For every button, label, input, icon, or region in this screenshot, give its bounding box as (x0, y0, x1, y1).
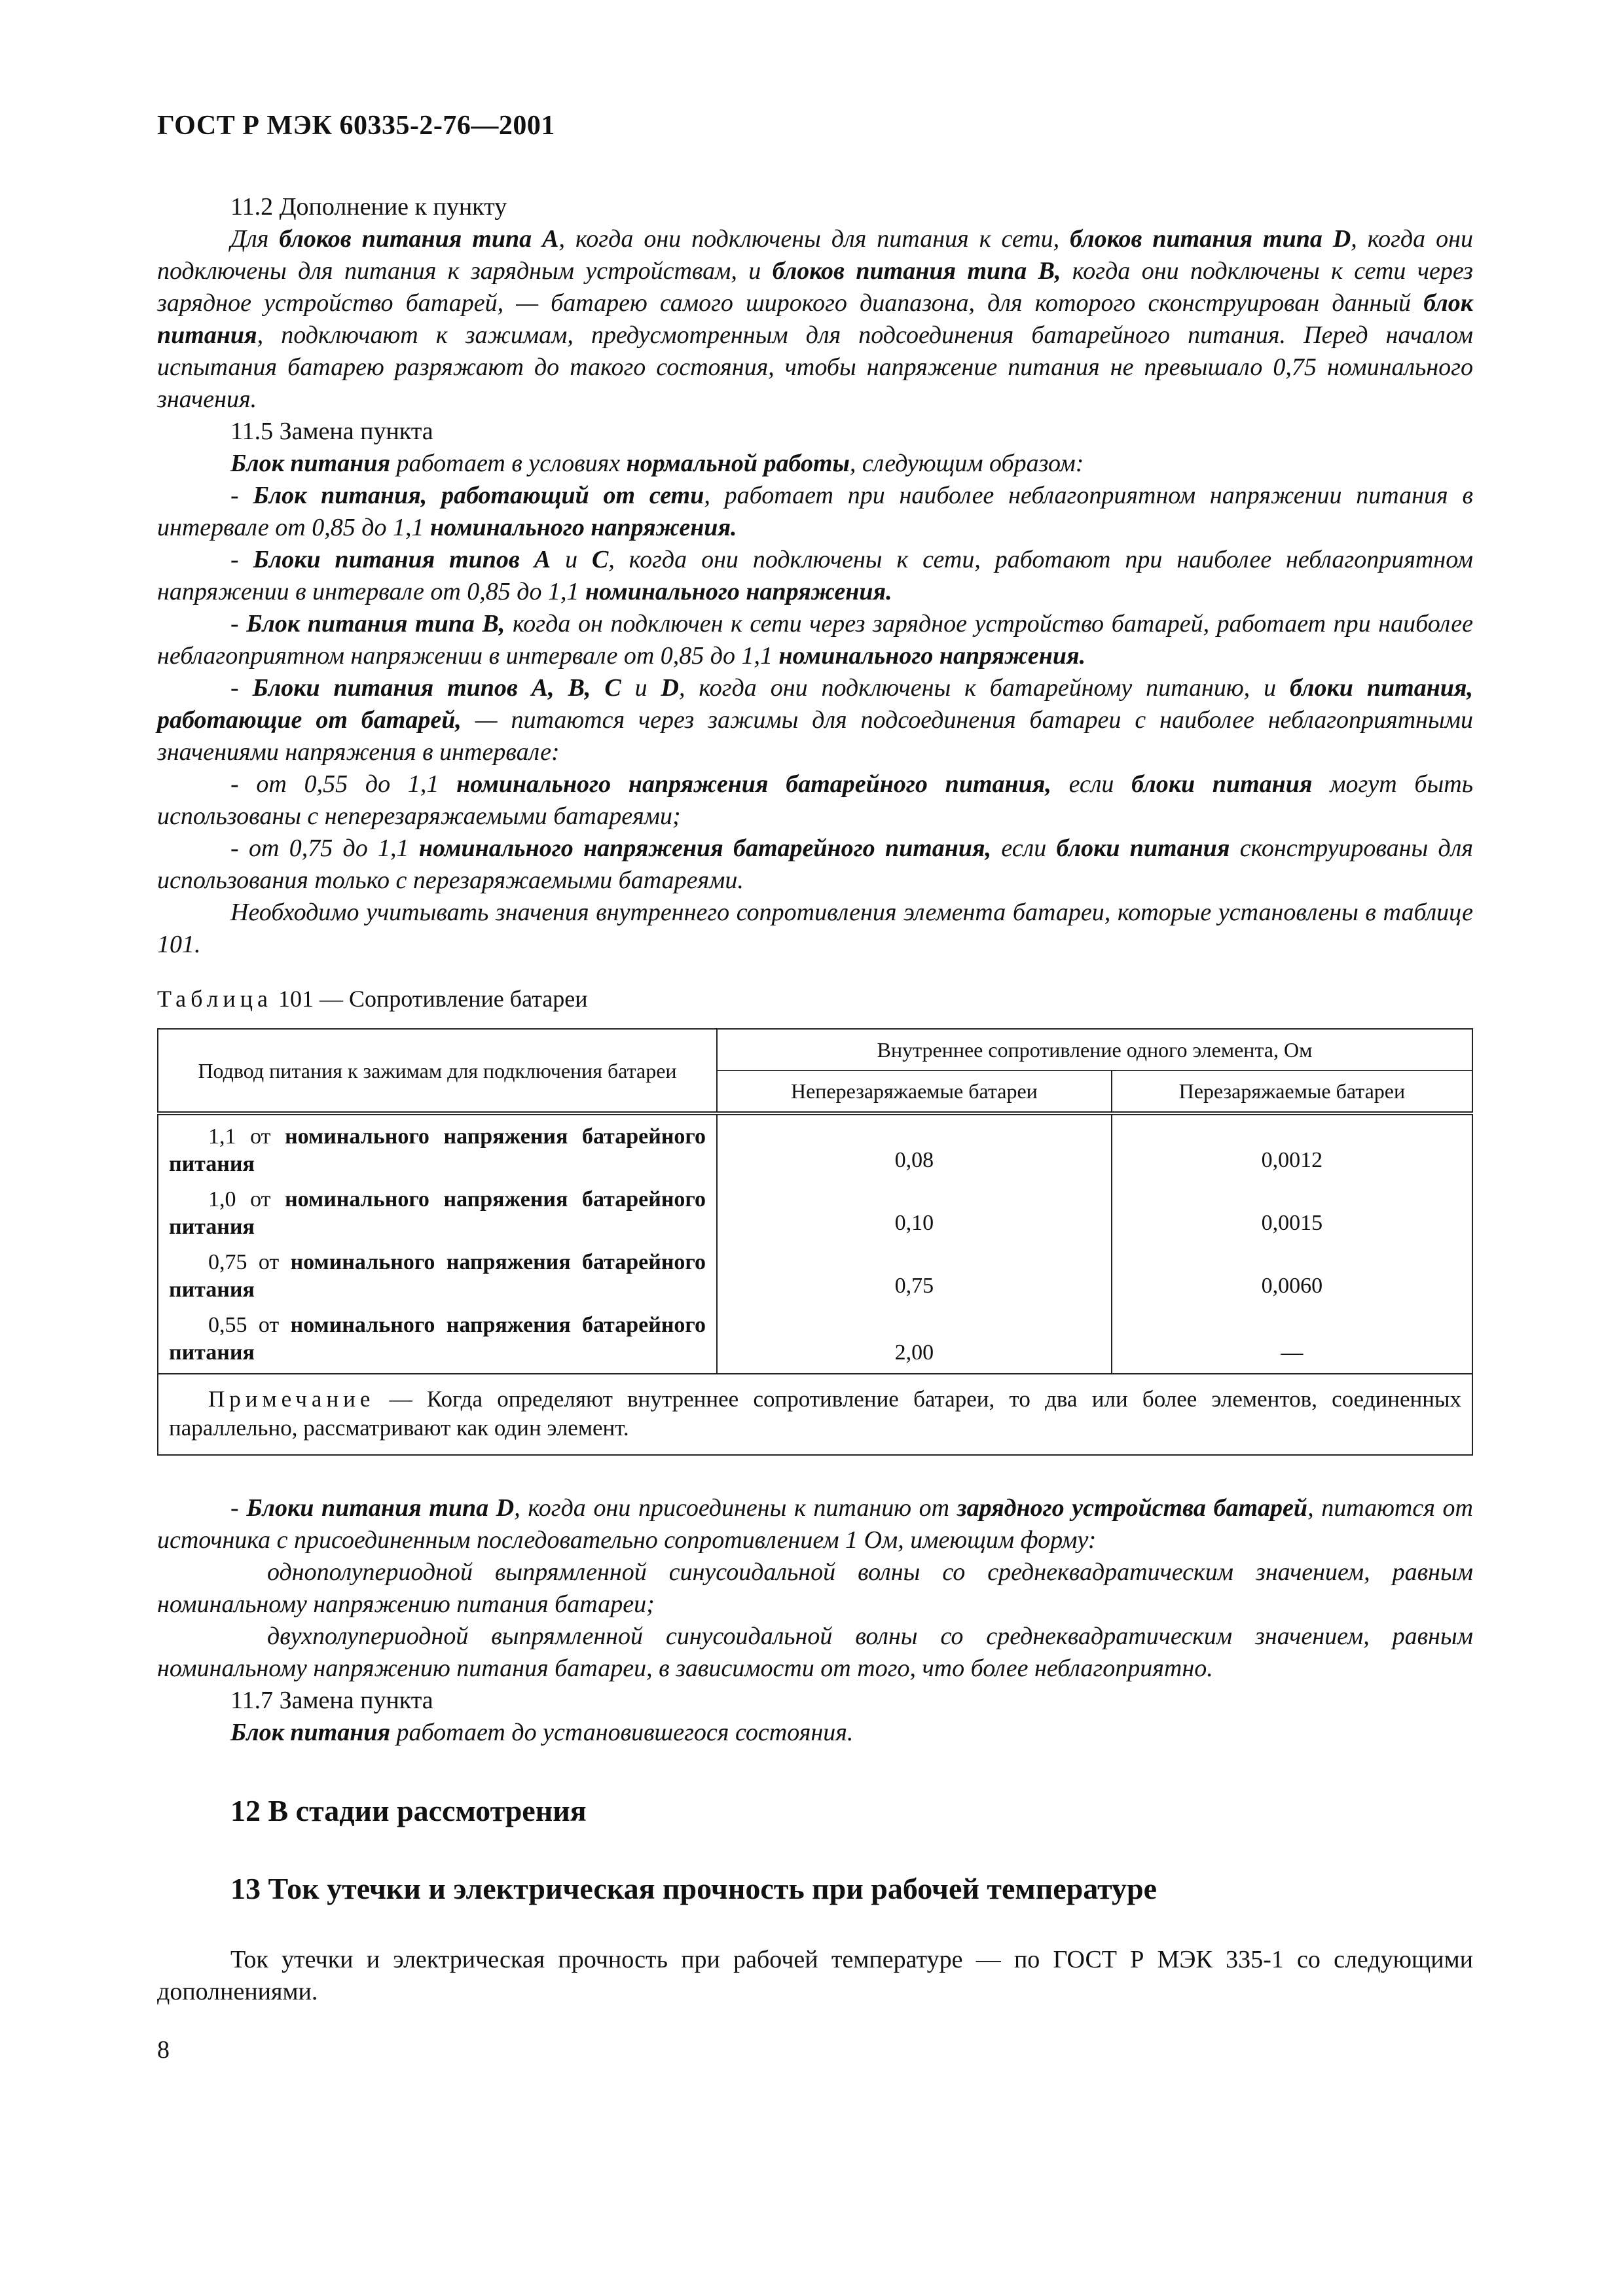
page-content (157, 191, 1473, 2066)
section-13-title: 13 Ток утечки и электрическая прочность при рабочей температуре (230, 1872, 1158, 1905)
list-item-battery: - Блоки питания типов А, В, С и D, когда они подключены к батарейному питанию, и блоки питания, работающие от батарей, — питаются через зажимы для подсоединения батареи с наиболее неблагоприятными значениями напряжения в интервале: (157, 674, 1473, 766)
value-rechargeable: 0,0060 (1112, 1241, 1472, 1304)
sub-item-0-75: - от 0,75 до 1,1 номинального напряжения батарейного питания, если блоки питания сконструированы для использования только с перезаряжаемыми батареями. (157, 834, 1474, 894)
value-nonrechargeable: 0,10 (717, 1178, 1112, 1241)
list-item-type-d: - Блоки питания типа D, когда они присоединены к питанию от зарядного устройства батарей, питаются от источника с присоединенным последовательно сопротивлением 1 Ом, имеющим форму: (157, 1494, 1474, 1554)
table-note: Примечание — Когда определяют внутреннее сопротивление батареи, то два или более элементов, соединенных параллельно, рассматривают как один элемент. (158, 1374, 1472, 1455)
value-rechargeable: 0,0015 (1112, 1178, 1472, 1241)
table-row (158, 1113, 1472, 1178)
value-nonrechargeable: 2,00 (717, 1304, 1112, 1374)
section-11-2-text: Для блоков питания типа А, когда они подключены для питания к сети, блоков питания типа D, когда они подключены для питания к зарядным устройствам, и блоков питания типа В, когда они подключены к сети через зарядное устройство батарей, — батарею самого широкого диапазона, для которого сконструирован данный блок питания, подключают к зажимам, предусмотренным для подсоединения батарейного питания. Перед началом испытания батарею разряжают до такого состояния, чтобы напряжение питания не превышало 0,75 номинального значения. (157, 225, 1474, 413)
section-13-text: Ток утечки и электрическая прочность при рабочей температуре — по ГОСТ Р МЭК 335-1 со следующими дополнениями. (157, 1946, 1473, 2005)
sub-item-0-55: - от 0,55 до 1,1 номинального напряжения батарейного питания, если блоки питания могут быть использованы с неперезаряжаемыми батареями; (157, 770, 1473, 830)
section-11-5-intro: Блок питания работает в условиях нормальной работы, следующим образом: (230, 450, 1084, 477)
row-label: 1,0 от номинального напряжения батарейного питания (158, 1178, 717, 1241)
col-header-nonrechargeable: Неперезаряжаемые батареи (717, 1071, 1112, 1114)
col-header-supply: Подвод питания к зажимам для подключения батареи (158, 1029, 717, 1113)
section-11-7-heading: 11.7 Замена пункта (230, 1687, 433, 1714)
table-reference-note: Необходимо учитывать значения внутреннего сопротивления элемента батареи, которые установлены в таблице 101. (157, 899, 1473, 958)
list-item-mains: - Блок питания, работающий от сети, работает при наиболее неблагоприятном напряжении питания в интервале от 0,85 до 1,1 номинального напряжения. (157, 482, 1473, 541)
waveform-half: однополупериодной выпрямленной синусоидальной волны со среднеквадратическим значением, равным номинальному напряжению питания батареи; (157, 1558, 1473, 1618)
value-nonrechargeable: 0,75 (717, 1241, 1112, 1304)
row-label: 0,55 от номинального напряжения батарейного питания (158, 1304, 717, 1374)
value-nonrechargeable: 0,08 (717, 1113, 1112, 1178)
table-row (158, 1304, 1472, 1374)
row-label: 1,1 от номинального напряжения батарейного питания (158, 1113, 717, 1178)
section-11-5-heading: 11.5 Замена пункта (230, 418, 433, 445)
list-item-type-b: - Блок питания типа В, когда он подключен к сети через зарядное устройство батарей, работает при наиболее неблагоприятном напряжении в интервале от 0,85 до 1,1 номинального напряжения. (157, 610, 1474, 670)
col-header-resistance: Внутреннее сопротивление одного элемента, Ом (717, 1029, 1472, 1071)
value-rechargeable: 0,0012 (1112, 1113, 1472, 1178)
page-number: 8 (157, 2036, 170, 2064)
waveform-full: двухполупериодной выпрямленной синусоидальной волны со среднеквадратическим значением, равным номинальному напряжению питания батареи, в зависимости от того, что более неблагоприятно. (157, 1623, 1473, 1682)
table-row (158, 1178, 1472, 1241)
table-caption: Таблица 101 — Сопротивление батареи (157, 986, 588, 1012)
list-item-types-a-c: - Блоки питания типов А и С, когда они подключены к сети, работают при наиболее неблагоприятном напряжении в интервале от 0,85 до 1,1 номинального напряжения. (157, 546, 1474, 605)
row-label: 0,75 от номинального напряжения батарейного питания (158, 1241, 717, 1304)
section-11-7-text: Блок питания работает до установившегося состояния. (230, 1719, 854, 1746)
section-12-title: 12 В стадии рассмотрения (230, 1794, 587, 1827)
table-row (158, 1241, 1472, 1304)
standard-header: ГОСТ Р МЭК 60335-2-76—2001 (157, 111, 555, 141)
col-header-rechargeable: Перезаряжаемые батареи (1112, 1071, 1472, 1114)
value-rechargeable: — (1112, 1304, 1472, 1374)
table-101 (157, 1028, 1473, 1456)
section-11-2-heading: 11.2 Дополнение к пункту (230, 193, 507, 221)
